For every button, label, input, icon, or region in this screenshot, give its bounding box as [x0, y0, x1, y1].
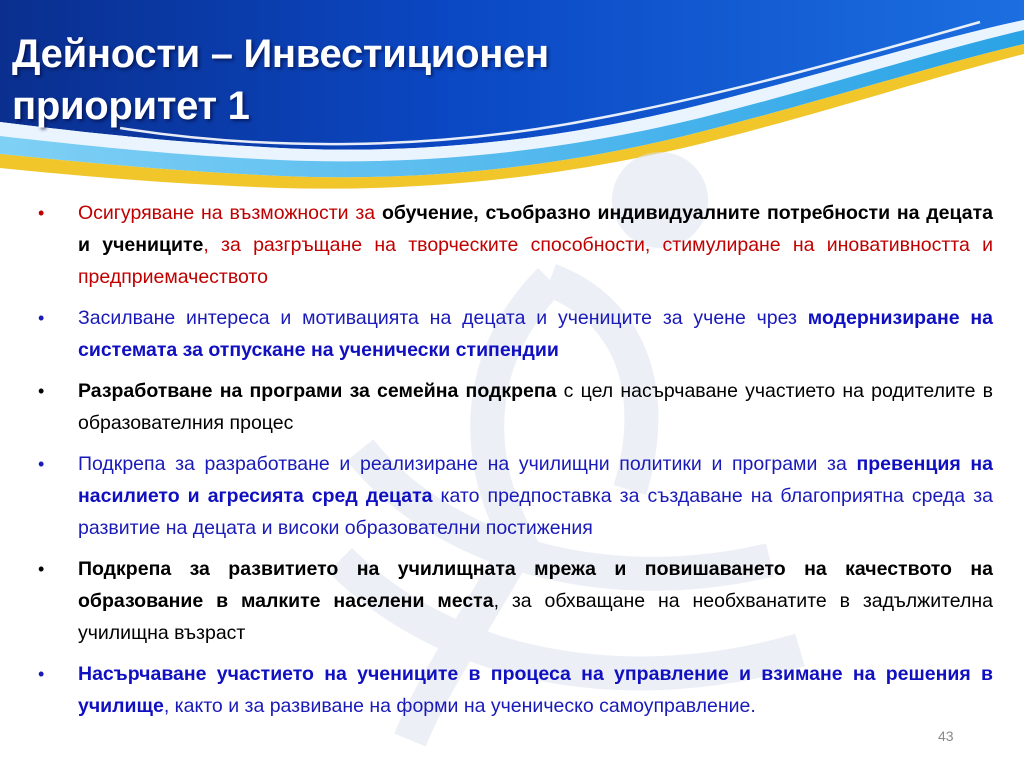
- bullet-text: Засилване интереса и мотивацията на децата и учениците за учене чрез: [78, 307, 808, 329]
- bullet-item: [38, 375, 993, 439]
- bullet-text: , както и за развиване на форми на ученическо самоуправление.: [163, 695, 756, 717]
- bullet-text: , за разгръщане на творческите способности, стимулиране на иновативността и предприемачеството: [78, 234, 993, 288]
- slide-title: [12, 28, 549, 132]
- bullet-dot-icon: •: [38, 454, 45, 474]
- bullet-dot-icon: •: [38, 203, 45, 223]
- slide-title-line1: Дейности – Инвестиционен: [12, 32, 549, 76]
- bullet-dot-icon: •: [38, 664, 45, 684]
- bullet-item: [38, 553, 993, 649]
- bullet-item: [38, 302, 993, 366]
- bullet-dot-icon: •: [38, 559, 45, 579]
- bullet-dot-icon: •: [38, 381, 45, 401]
- bullet-emphasis-text: превенция на насилието и агресията сред децата: [78, 453, 993, 507]
- bullet-text: с цел насърчаване участието на родителите в образователния процес: [78, 380, 993, 434]
- bullet-list: [38, 197, 993, 731]
- bullet-text: Осигуряване на възможности за: [78, 202, 382, 224]
- bullet-emphasis-text: Разработване на програми за семейна подкрепа: [78, 380, 557, 402]
- bullet-item: [38, 448, 993, 544]
- bullet-text: Подкрепа за разработване и реализиране на училищни политики и програми за: [78, 453, 857, 475]
- bullet-emphasis-text: Насърчаване участието на учениците в процеса на управление и взимане на решения в училище: [78, 663, 993, 717]
- slide-title-line2: приоритет 1: [12, 84, 250, 128]
- bullet-dot-icon: •: [38, 308, 45, 328]
- bullet-item: [38, 658, 993, 722]
- page-number: 43: [938, 728, 954, 744]
- bullet-emphasis-text: модернизиране на системата за отпускане на ученически стипендии: [78, 307, 993, 361]
- bullet-text: , за обхващане на необхванатите в задължителна училищна възраст: [78, 590, 993, 644]
- bullet-emphasis-text: обучение, съобразно индивидуалните потребности на децата и учениците: [78, 202, 993, 256]
- bullet-emphasis-text: Подкрепа за развитието на училищната мрежа и повишаването на качеството на образование в малките населени места: [78, 558, 993, 612]
- bullet-text: като предпоставка за създаване на благоприятна среда за развитие на децата и високи образователни постижения: [78, 485, 993, 539]
- bullet-item: [38, 197, 993, 293]
